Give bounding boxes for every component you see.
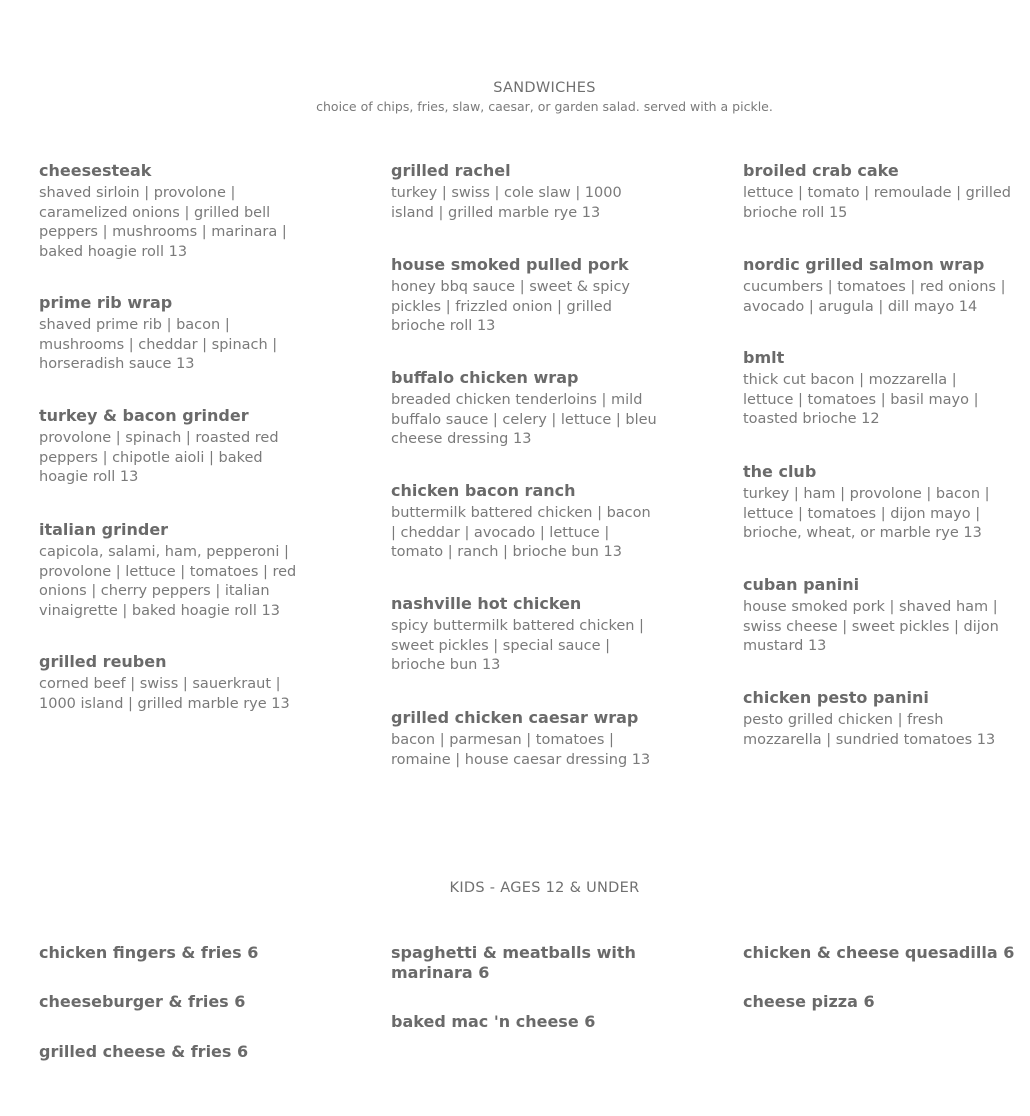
item-name: turkey & bacon grinder <box>39 406 249 425</box>
item-description: breaded chicken tenderloins | mild buffalo sauce | celery | lettuce | bleu cheese dressing 13 <box>391 392 657 447</box>
item-description: house smoked pork | shaved ham | swiss cheese | sweet pickles | dijon mustard 13 <box>743 599 999 654</box>
menu-item <box>391 161 657 223</box>
menu-item <box>391 594 657 676</box>
item-description: provolone | spinach | roasted red peppers | chipotle aioli | baked hoagie roll 13 <box>39 430 279 485</box>
item-name: cuban panini <box>743 575 860 594</box>
menu-item <box>39 406 307 488</box>
item-description: capicola, salami, ham, pepperoni | provolone | lettuce | tomatoes | red onions | cherry peppers | italian vinaigrette | baked hoagie roll 13 <box>39 544 297 619</box>
item-name: grilled chicken caesar wrap <box>391 708 639 727</box>
kids-title: KIDS - AGES 12 & UNDER <box>449 880 640 896</box>
item-name: italian grinder <box>39 520 169 539</box>
sandwiches-title: SANDWICHES <box>493 80 596 96</box>
item-name: chicken pesto panini <box>743 688 929 707</box>
item-description: bacon | parmesan | tomatoes | romaine | house caesar dressing 13 <box>391 732 651 768</box>
item-name: prime rib wrap <box>39 293 173 312</box>
menu-item <box>743 161 1011 223</box>
item-name: broiled crab cake <box>743 161 899 180</box>
item-name: bmlt <box>743 348 785 367</box>
sandwiches-header <box>0 78 1030 116</box>
item-description: turkey | ham | provolone | bacon | lettuce | tomatoes | dijon mayo | brioche, wheat, or marble rye 13 <box>743 486 990 541</box>
kids-item: cheeseburger & fries 6 <box>39 992 246 1011</box>
menu-item <box>391 255 657 337</box>
kids-item: grilled cheese & fries 6 <box>39 1042 249 1061</box>
menu-item <box>391 481 657 563</box>
sandwiches-subtitle: choice of chips, fries, slaw, caesar, or garden salad. served with a pickle. <box>316 99 773 114</box>
menu-item <box>39 293 307 375</box>
item-name: house smoked pulled pork <box>391 255 629 274</box>
menu-item <box>39 520 307 621</box>
item-name: nashville hot chicken <box>391 594 582 613</box>
item-description: thick cut bacon | mozzarella | lettuce | tomatoes | basil mayo | toasted brioche 12 <box>743 372 979 427</box>
menu-item <box>39 161 307 262</box>
item-description: honey bbq sauce | sweet & spicy pickles | frizzled onion | grilled brioche roll 13 <box>391 279 631 334</box>
item-description: corned beef | swiss | sauerkraut | 1000 island | grilled marble rye 13 <box>39 676 290 712</box>
item-description: lettuce | tomato | remoulade | grilled brioche roll 15 <box>743 185 1012 221</box>
menu-item <box>39 652 307 714</box>
item-description: turkey | swiss | cole slaw | 1000 island | grilled marble rye 13 <box>391 185 622 221</box>
menu-item <box>743 255 1011 317</box>
kids-header <box>0 878 1030 898</box>
menu-item <box>743 462 1011 544</box>
kids-item: baked mac 'n cheese 6 <box>391 1012 596 1031</box>
item-name: cheesesteak <box>39 161 152 180</box>
item-name: chicken bacon ranch <box>391 481 576 500</box>
item-name: the club <box>743 462 817 481</box>
item-description: shaved sirloin | provolone | caramelized onions | grilled bell peppers | mushrooms | marinara | baked hoagie roll 13 <box>39 185 287 260</box>
item-description: spicy buttermilk battered chicken | sweet pickles | special sauce | brioche bun 13 <box>391 618 644 673</box>
menu-item <box>391 368 657 450</box>
menu-item <box>743 688 1011 750</box>
item-name: nordic grilled salmon wrap <box>743 255 985 274</box>
item-name: grilled rachel <box>391 161 511 180</box>
kids-item: cheese pizza 6 <box>743 992 875 1011</box>
item-name: buffalo chicken wrap <box>391 368 579 387</box>
item-description: cucumbers | tomatoes | red onions | avocado | arugula | dill mayo 14 <box>743 279 1006 315</box>
item-name: grilled reuben <box>39 652 167 671</box>
item-description: shaved prime rib | bacon | mushrooms | cheddar | spinach | horseradish sauce 13 <box>39 317 278 372</box>
item-description: buttermilk battered chicken | bacon | cheddar | avocado | lettuce | tomato | ranch | brioche bun 13 <box>391 505 651 560</box>
menu-item <box>743 348 1011 430</box>
item-description: pesto grilled chicken | fresh mozzarella | sundried tomatoes 13 <box>743 712 996 748</box>
kids-item: chicken fingers & fries 6 <box>39 943 259 962</box>
menu-item <box>743 575 1011 657</box>
kids-item: chicken & cheese quesadilla 6 <box>743 943 1015 962</box>
menu-item <box>391 708 657 770</box>
kids-item: spaghetti & meatballs with marinara 6 <box>391 943 636 982</box>
